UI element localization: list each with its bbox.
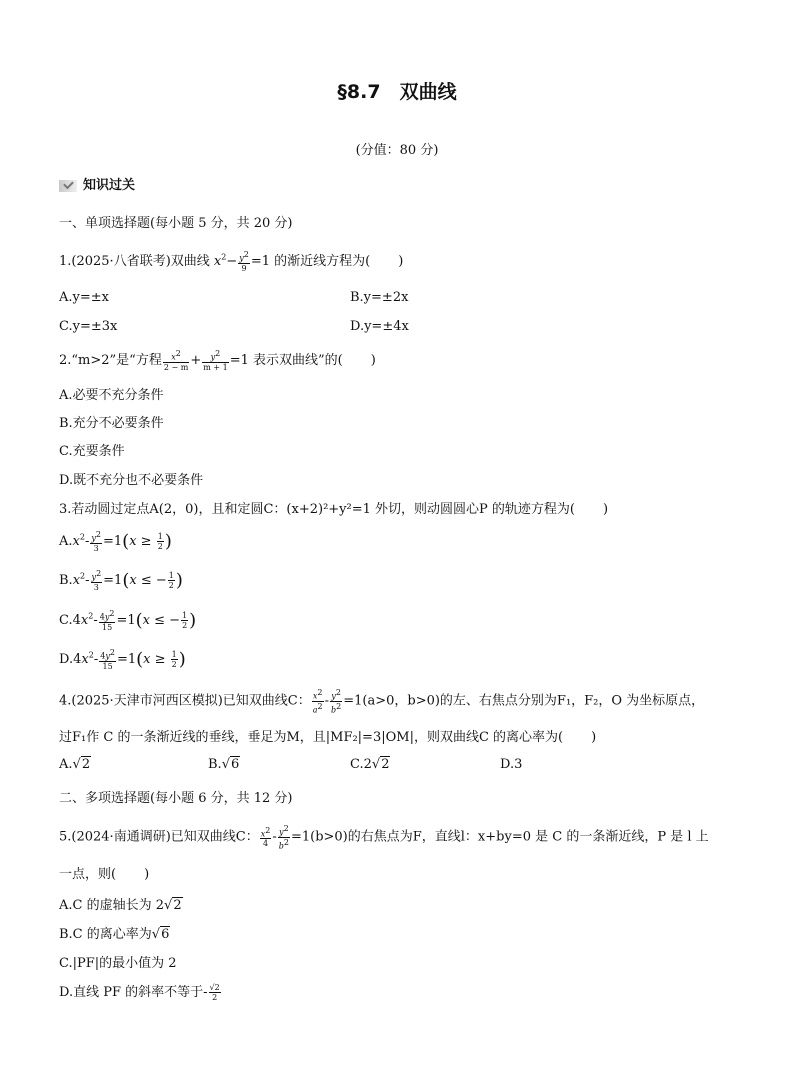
question-4-line-2: 过F₁作 C 的一条渐近线的垂线，垂足为M，且|MF₂|=3|OM|，则双曲线C 的离心率为( ) — [59, 730, 597, 745]
check-icon — [59, 180, 77, 192]
q5-option-b: B.C 的离心率为√6 — [59, 927, 170, 942]
q1-option-b: B.y=±2x — [350, 290, 409, 305]
question-3: 3.若动圆过定点A(2，0)，且和定圆C：(x+2)²+y²=1 外切，则动圆圆心P 的轨迹方程为( ) — [59, 502, 609, 517]
question-5: 5.(2024·南通调研)已知双曲线C： $\frac{x^2}{4}$ - $\frac{y^2}{b^2}$ =1(b>0)的右焦点为F，直线l：x+by=0 是 C 的一条渐近线，P 是 l 上 — [59, 824, 709, 851]
q1-option-d: D.y=±4x — [350, 319, 409, 334]
q1-option-a: A.y=±x — [59, 290, 109, 305]
question-1: 1.(2025·八省联考)双曲线 $x^2-$ $\frac{y^2}{9}$ =1 的渐近线方程为( ) — [59, 250, 404, 273]
part-one-heading: 一、单项选择题(每小题 5 分，共 20 分) — [59, 216, 293, 231]
question-5-line-2: 一点，则( ) — [59, 867, 150, 882]
question-4: 4.(2025·天津市河西区模拟)已知双曲线C： $\frac{x^2}{a^2}$ - $\frac{y^2}{b^2}$ =1(a>0，b>0)的左、右焦点分别为F₁，F₂，O 为坐标原点， — [59, 688, 705, 715]
q5-option-a: A.C 的虚轴长为 2√2 — [59, 898, 182, 913]
q4-option-b: B.√6 — [208, 757, 240, 772]
q2-option-a: A.必要不充分条件 — [59, 388, 164, 403]
part-two-heading: 二、多项选择题(每小题 6 分，共 12 分) — [59, 791, 293, 806]
q3-option-d: $D.4x^2-$ $\frac{4y^2}{15}$ =1(x ≥ $\frac{1}{2}$ ) — [59, 648, 186, 671]
q4-option-c: C.2√2 — [350, 757, 390, 772]
q2-option-d: D.既不充分也不必要条件 — [59, 473, 204, 488]
q2-option-c: C.充要条件 — [59, 444, 125, 459]
question-2: 2.“m>2”是“方程 $\frac{x^2}{2 - m}$ + $\frac{y^2}{m + 1}$ =1 表示双曲线”的( ) — [59, 349, 376, 372]
section-label: 知识过关 — [83, 178, 136, 193]
q5-option-c: C.|PF|的最小值为 2 — [59, 956, 177, 971]
q5-option-d: D.直线 PF 的斜率不等于- $\frac{√2}{2}$ — [59, 983, 220, 1002]
section-header — [59, 174, 135, 193]
q4-option-d: D.3 — [500, 757, 523, 772]
score-info: (分值：80 分) — [355, 143, 439, 158]
q4-option-a: A.√2 — [59, 757, 91, 772]
q3-option-b: $B.x^2-$ $\frac{y^2}{3}$ =1(x ≤ − $\frac{1}{2}$ ) — [59, 569, 183, 592]
q1-option-c: C.y=±3x — [59, 319, 118, 334]
page-title: §8.7 双曲线 — [337, 81, 457, 103]
q3-option-c: $C.4x^2-$ $\frac{4y^2}{15}$ =1(x ≤ − $\frac{1}{2}$ ) — [59, 609, 197, 632]
q2-option-b: B.充分不必要条件 — [59, 416, 164, 431]
q3-option-a: $A.x^2-$ $\frac{y^2}{3}$ =1(x ≥ $\frac{1}{2}$ ) — [59, 530, 172, 553]
